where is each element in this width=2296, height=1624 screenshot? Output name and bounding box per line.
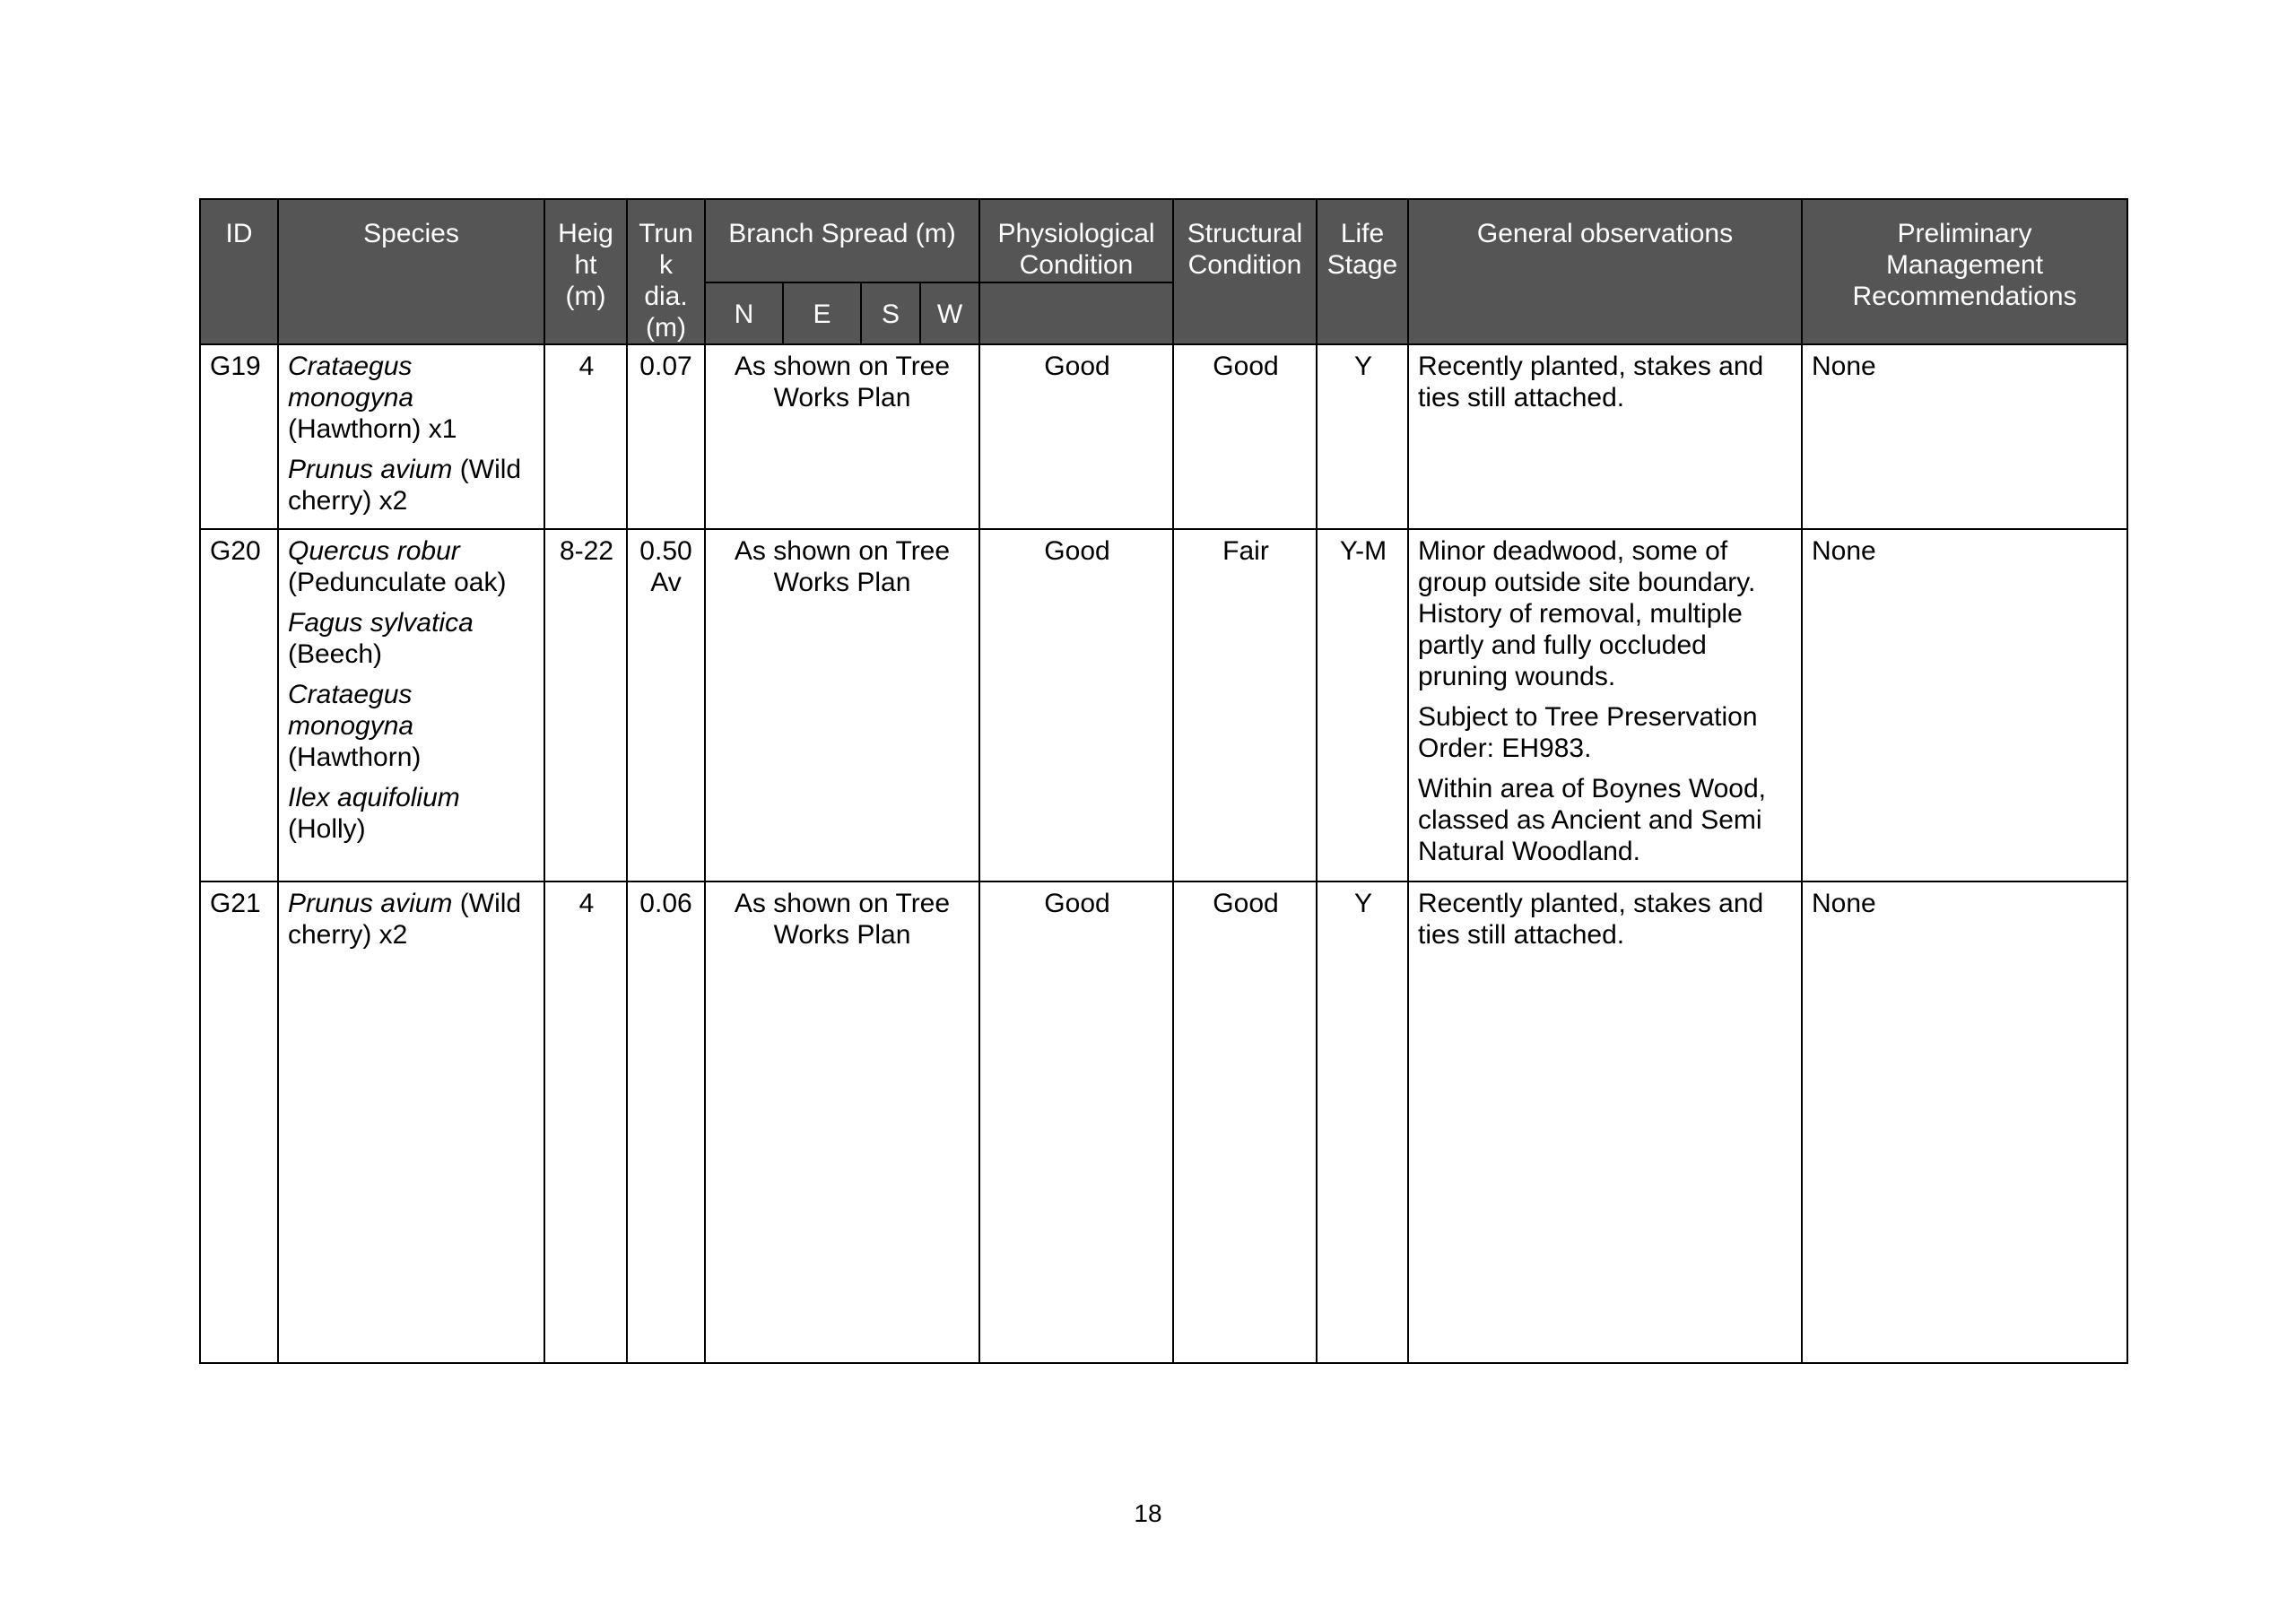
species-quantity: x1 xyxy=(421,414,457,444)
species-entry xyxy=(288,454,536,517)
height-value: 8-22 xyxy=(544,529,627,881)
header-structural-condition: Structural Condition xyxy=(1173,199,1317,344)
header-general-observations: General observations xyxy=(1408,199,1802,344)
height-value: 4 xyxy=(544,881,627,1363)
tree-id: G21 xyxy=(200,881,278,1363)
header-life-stage: Life Stage xyxy=(1317,199,1408,344)
observation-paragraph: Recently planted, stakes and ties still attached. xyxy=(1418,352,1764,413)
life-stage-value: Y-M xyxy=(1317,529,1408,881)
species-latin-name: Crataegus monogyna xyxy=(288,352,414,413)
life-stage-value: Y xyxy=(1317,881,1408,1363)
header-n: N xyxy=(705,282,783,344)
general-observations-cell xyxy=(1408,881,1802,1363)
species-cell xyxy=(278,881,544,1363)
table-row xyxy=(200,529,2127,881)
general-observations-cell xyxy=(1408,344,1802,529)
observation-paragraph: Subject to Tree Preservation Order: EH983. xyxy=(1418,702,1758,763)
table-header xyxy=(200,199,2127,344)
species-entry xyxy=(288,782,536,845)
table-body xyxy=(200,344,2127,1363)
species-common-name: (Wild cherry) xyxy=(288,455,522,516)
species-common-name: (Holly) xyxy=(288,814,366,844)
species-common-name: (Hawthorn) xyxy=(288,743,422,772)
trunk-diameter-number: 0.07 xyxy=(639,352,692,381)
life-stage-value: Y xyxy=(1317,344,1408,529)
species-latin-name: Crataegus monogyna xyxy=(288,680,414,741)
species-latin-name: Prunus avium xyxy=(288,455,453,484)
trunk-diameter-number: 0.06 xyxy=(639,889,692,918)
page-number: 18 xyxy=(1134,1499,1162,1527)
branch-spread-value: As shown on Tree Works Plan xyxy=(705,881,979,1363)
species-quantity: x2 xyxy=(371,486,408,516)
species-entry xyxy=(288,607,536,670)
header-id: ID xyxy=(200,199,278,344)
observation-paragraph: Within area of Boynes Wood, classed as Ancient and Semi Natural Woodland. xyxy=(1418,774,1766,866)
header-branch-spread: Branch Spread (m) xyxy=(705,199,979,282)
species-entry xyxy=(288,679,536,773)
species-latin-name: Ilex aquifolium xyxy=(288,783,460,812)
species-entry xyxy=(288,535,536,598)
species-cell xyxy=(278,344,544,529)
trunk-diameter-number: 0.50 xyxy=(639,536,692,566)
trunk-diameter-value xyxy=(627,344,705,529)
header-species: Species xyxy=(278,199,544,344)
physiological-condition-value: Good xyxy=(979,529,1173,881)
tree-id: G20 xyxy=(200,529,278,881)
height-value: 4 xyxy=(544,344,627,529)
species-common-name: (Wild cherry) xyxy=(288,889,522,950)
recommendations-value: None xyxy=(1802,529,2127,881)
physiological-condition-value: Good xyxy=(979,344,1173,529)
header-s: S xyxy=(861,282,920,344)
branch-spread-value: As shown on Tree Works Plan xyxy=(705,529,979,881)
species-entry xyxy=(288,351,536,445)
species-common-name: (Hawthorn) xyxy=(288,414,422,444)
observation-paragraph: Recently planted, stakes and ties still attached. xyxy=(1418,889,1764,950)
trunk-diameter-qualifier: Av xyxy=(650,568,682,597)
header-recommendations: Preliminary Management Recommendations xyxy=(1802,199,2127,344)
structural-condition-value: Fair xyxy=(1173,529,1317,881)
header-trunk-diameter: Trun k dia. (m) xyxy=(627,199,705,344)
header-w: W xyxy=(920,282,979,344)
tree-id: G19 xyxy=(200,344,278,529)
header-e: E xyxy=(783,282,861,344)
table-row xyxy=(200,344,2127,529)
species-quantity: x2 xyxy=(371,920,408,950)
structural-condition-value: Good xyxy=(1173,344,1317,529)
trunk-diameter-value xyxy=(627,529,705,881)
structural-condition-value: Good xyxy=(1173,881,1317,1363)
recommendations-value: None xyxy=(1802,344,2127,529)
table-row xyxy=(200,881,2127,1363)
trunk-diameter-value xyxy=(627,881,705,1363)
header-row xyxy=(200,199,2127,282)
tree-survey-table xyxy=(199,198,2128,1364)
species-cell xyxy=(278,529,544,881)
species-latin-name: Prunus avium xyxy=(288,889,453,918)
species-common-name: (Beech) xyxy=(288,639,383,669)
header-height: Heig ht (m) xyxy=(544,199,627,344)
species-entry xyxy=(288,888,536,951)
branch-spread-value: As shown on Tree Works Plan xyxy=(705,344,979,529)
general-observations-cell xyxy=(1408,529,1802,881)
recommendations-value: None xyxy=(1802,881,2127,1363)
species-latin-name: Fagus sylvatica xyxy=(288,608,474,638)
header-physiological-spacer xyxy=(979,282,1173,344)
physiological-condition-value: Good xyxy=(979,881,1173,1363)
species-latin-name: Quercus robur xyxy=(288,536,460,566)
species-common-name: (Pedunculate oak) xyxy=(288,568,507,597)
header-physiological-condition: Physiological Condition xyxy=(979,199,1173,282)
observation-paragraph: Minor deadwood, some of group outside site boundary. History of removal, multiple partly and fully occluded pruning wounds. xyxy=(1418,536,1756,691)
